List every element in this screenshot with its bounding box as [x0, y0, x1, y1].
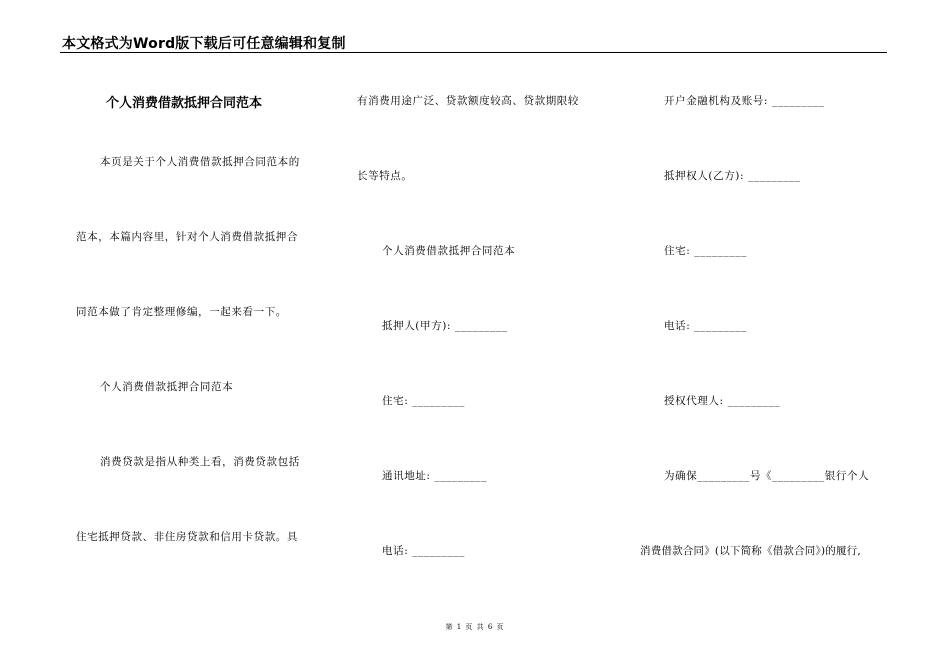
col2-line: 长等特点。: [357, 170, 413, 182]
col3-line: 抵押权人(乙方): _________: [664, 170, 801, 182]
col3-line: 消费借款合同》(以下简称《借款合同》)的履行,: [640, 545, 861, 557]
col3-line: 住宅: _________: [664, 245, 747, 257]
col3-line: 授权代理人: _________: [664, 395, 781, 407]
col2-line: 有消费用途广泛、贷款额度较高、贷款期限较: [357, 95, 579, 107]
col1-line: 范本，本篇内容里，针对个人消费借款抵押合: [76, 231, 298, 243]
col1-line: 个人消费借款抵押合同范本: [100, 381, 234, 393]
col1-line: 本页是关于个人消费借款抵押合同范本的: [100, 156, 300, 168]
col3-line: 电话: _________: [664, 320, 747, 332]
col3-line: 为确保_________号《_________银行个人: [664, 470, 870, 482]
header-divider: [60, 52, 887, 53]
document-title: 个人消费借款抵押合同范本: [106, 96, 263, 111]
page-header-title: 本文格式为Word版下载后可任意编辑和复制: [62, 36, 346, 52]
col2-line: 电话: _________: [382, 545, 465, 557]
col2-line: 住宅: _________: [382, 395, 465, 407]
col3-line: 开户金融机构及账号: _________: [664, 95, 825, 107]
col2-line: 个人消费借款抵押合同范本: [382, 245, 516, 257]
col1-line: 消费贷款是指从种类上看，消费贷款包括: [100, 456, 300, 468]
col2-line: 抵押人(甲方): _________: [382, 320, 508, 332]
col2-line: 通讯地址: _________: [382, 470, 488, 482]
col1-line: 住宅抵押贷款、非住房贷款和信用卡贷款。具: [76, 531, 298, 543]
col1-line: 同范本做了肯定整理修编，一起来看一下。: [76, 306, 287, 318]
page-indicator: 第 1 页 共 6 页: [445, 623, 505, 631]
